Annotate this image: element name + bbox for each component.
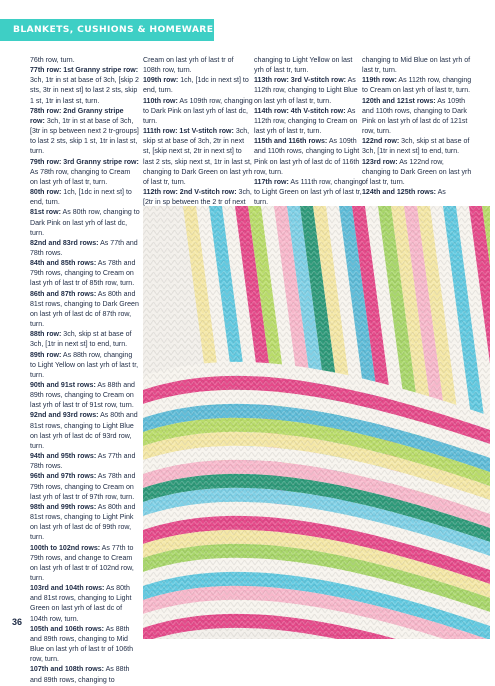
- row-heading: 110th row:: [143, 97, 178, 105]
- instruction-paragraph: [254, 56, 364, 76]
- row-instruction: As 80th and 81st rows, changing to Dark Green on last yrh of last dc of 87th row, turn.: [30, 290, 139, 329]
- row-heading: 111th row: 1st V-stitch row:: [143, 128, 234, 136]
- instruction-paragraph: [30, 188, 140, 208]
- row-heading: 79th row: 3rd Granny stripe row:: [30, 158, 139, 166]
- row-instruction: 3ch, 1tr in st at base of 3ch, [3tr in sp between next 2 tr-groups] to last 2 sts, skip 1 st, 1tr in last st, turn.: [30, 117, 139, 156]
- row-heading: 107th and 108th rows:: [30, 666, 105, 674]
- row-heading: 124th and 125th rows:: [362, 189, 437, 197]
- row-instruction: As 112th row, changing to Cream on last yrh of last tr, turn.: [254, 107, 358, 136]
- row-heading: 82nd and 83rd rows:: [30, 239, 99, 247]
- row-heading: 114th row: 4th V-stitch row:: [254, 107, 346, 115]
- row-heading: 84th and 85th rows:: [30, 260, 97, 268]
- row-instruction: As 109th and 110th rows, changing to Light Pink on last yrh of last dc of 116th row, turn.: [254, 138, 360, 176]
- row-heading: 94th and 95th rows:: [30, 453, 97, 461]
- row-heading: 80th row:: [30, 189, 62, 197]
- row-heading: 81st row:: [30, 209, 61, 217]
- blanket-photo: [143, 206, 490, 639]
- row-heading: 88th row:: [30, 331, 62, 339]
- instruction-paragraph: [362, 137, 472, 157]
- row-heading: 112th row: 2nd V-stitch row:: [143, 189, 237, 197]
- instruction-paragraph: [362, 97, 472, 138]
- row-heading: 86th and 87th rows:: [30, 290, 97, 298]
- row-instruction: As 80th and 81st rows, changing to Light Blue on last yrh of last dc of 93rd row, turn.: [30, 412, 138, 450]
- row-instruction: As 78th and 79th rows, changing to Cream on last yrh of last tr of 85th row, turn.: [30, 260, 136, 288]
- row-heading: 89th row:: [30, 351, 62, 359]
- row-heading: 90th and 91st rows:: [30, 382, 96, 389]
- row-heading: 119th row:: [362, 77, 397, 85]
- instruction-paragraph: [362, 76, 472, 96]
- row-instruction: As 88th and 89th rows, changing to: [30, 666, 130, 684]
- row-heading: 78th row: 2nd Granny stripe row:: [30, 107, 124, 125]
- instruction-paragraph: [30, 503, 140, 544]
- row-heading: 113th row: 3rd V-stitch row:: [254, 77, 347, 85]
- row-instruction: 3ch, skip st at base of 3ch, [1tr in next st] to end, turn.: [30, 331, 132, 349]
- instruction-paragraph: [254, 137, 364, 178]
- row-instruction: changing to Mid Blue on last yrh of last tr, turn.: [362, 57, 471, 75]
- instruction-paragraph: [30, 56, 140, 66]
- page-number: 36: [12, 617, 23, 627]
- row-instruction: As 88th row, changing to Light Yellow on last yrh of last tr, turn.: [30, 351, 139, 379]
- row-instruction: As 80th and 81st rows, changing to Light Green on last yrh of last dc of 104th row, turn.: [30, 585, 132, 623]
- row-heading: 77th row: 1st Granny stripe row:: [30, 67, 139, 75]
- row-instruction: As 77th and 78th rows.: [30, 453, 136, 471]
- row-instruction: As 112th row, changing to Cream on last yrh of last tr, turn.: [362, 77, 472, 95]
- row-heading: 98th and 99th rows:: [30, 503, 97, 511]
- instruction-paragraph: [30, 330, 140, 350]
- text-column-2: [143, 56, 253, 219]
- instruction-paragraph: [143, 56, 253, 76]
- row-instruction: As 112th row, changing to Light Blue on last yrh of last tr, turn.: [254, 77, 358, 105]
- row-heading: 117th row:: [254, 178, 289, 186]
- row-instruction: As 78th row, changing to Cream on last yrh of last tr, turn.: [30, 168, 131, 186]
- instruction-paragraph: [362, 56, 472, 76]
- row-heading: 96th and 97th rows:: [30, 473, 97, 481]
- instruction-paragraph: [30, 584, 140, 625]
- instruction-paragraph: [30, 66, 140, 107]
- row-heading: 92nd and 93rd rows:: [30, 412, 99, 420]
- instruction-paragraph: [30, 158, 140, 188]
- row-instruction: As 88th and 89th rows, changing to Cream on last yrh of last tr of 91st row, turn.: [30, 382, 135, 410]
- instruction-paragraph: [143, 76, 253, 96]
- row-instruction: changing to Light Yellow on last yrh of last tr, turn.: [254, 57, 353, 75]
- instruction-paragraph: [254, 76, 364, 106]
- row-instruction: As 109th row, changing to Dark Pink on last yrh of last dc, turn.: [143, 97, 253, 125]
- instruction-paragraph: [30, 290, 140, 331]
- section-header: [0, 0, 495, 44]
- instruction-paragraph: [30, 665, 140, 685]
- row-heading: 115th and 116th rows:: [254, 138, 328, 146]
- row-instruction: 3ch, 1tr in st at base of 3ch, [skip 2 sts, 3tr in next st] to last 2 sts, skip 1 st, 1tr in last st, turn.: [30, 77, 139, 105]
- instruction-paragraph: [30, 351, 140, 381]
- row-instruction: 76th row, turn.: [30, 57, 75, 64]
- row-instruction: 1ch, [1dc in next st] to end, turn.: [30, 189, 132, 207]
- instruction-paragraph: [30, 411, 140, 452]
- instruction-paragraph: [362, 158, 472, 188]
- row-heading: 109th row:: [143, 77, 179, 85]
- text-column-1: [30, 56, 140, 686]
- row-instruction: 3ch, skip st at base of 3ch, 2tr in next st, [skip next st, 2tr in next st] to last 2 sts, skip next st, 1tr in last st, changing to Dark Green on last yrh of last tr, turn.: [143, 128, 253, 186]
- instruction-paragraph: [30, 239, 140, 259]
- text-column-4: [362, 56, 472, 198]
- instruction-paragraph: [30, 452, 140, 472]
- section-title: BLANKETS, CUSHIONS & HOMEWARES: [13, 24, 221, 35]
- row-heading: 122nd row:: [362, 138, 400, 146]
- row-instruction: As 111th row, changing to Light Green on last yrh of last tr, turn.: [254, 178, 363, 207]
- instruction-paragraph: [254, 178, 364, 208]
- text-column-3: [254, 56, 364, 219]
- instruction-paragraph: [30, 107, 140, 158]
- row-instruction: 3ch, skip st at base of 3ch, [1tr in next st] to end, turn.: [362, 138, 470, 156]
- row-instruction: As 80th row, changing to Dark Pink on last yrh of last dc, turn.: [30, 209, 140, 237]
- row-heading: 105th and 106th rows:: [30, 625, 105, 633]
- instruction-paragraph: [30, 472, 140, 502]
- row-instruction: As 80th and 81st rows, changing to Light Pink on last yrh of last dc of 99th row, turn.: [30, 503, 136, 542]
- instruction-paragraph: [362, 188, 472, 198]
- row-heading: 100th to 102nd rows:: [30, 544, 101, 552]
- row-instruction: As 88th and 89th rows, changing to Mid Blue on last yrh of last tr of 106th row, turn.: [30, 625, 134, 664]
- instruction-paragraph: [30, 208, 140, 238]
- row-instruction: Cream on last yrh of last tr of 108th row, turn.: [143, 57, 234, 75]
- instruction-paragraph: [254, 107, 364, 137]
- instruction-paragraph: [30, 544, 140, 585]
- row-instruction: As 109th and 110th rows, changing to Dark Pink on last yrh of last dc of 121st row, turn.: [362, 97, 468, 136]
- row-instruction: As: [436, 189, 446, 197]
- instruction-paragraph: [143, 97, 253, 127]
- row-instruction: As 77th and 78th rows.: [30, 239, 138, 257]
- row-heading: 123rd row:: [362, 158, 398, 166]
- row-instruction: 1ch, [1dc in next st] to end, turn.: [143, 77, 249, 95]
- row-instruction: As 122nd row, changing to Dark Green on last yrh of last tr, turn.: [362, 158, 472, 186]
- instruction-paragraph: [30, 381, 140, 411]
- row-instruction: As 77th to 79th rows, and change to Cream on last yrh of last tr of 102nd row, turn.: [30, 544, 134, 582]
- instruction-paragraph: [30, 625, 140, 666]
- instruction-paragraph: [143, 127, 253, 188]
- row-instruction: 3ch, [2tr in sp between the 2 tr of next: [143, 189, 252, 207]
- row-heading: 103rd and 104th rows:: [30, 585, 105, 593]
- row-heading: 120th and 121st rows:: [362, 97, 436, 105]
- instruction-paragraph: [30, 259, 140, 289]
- row-instruction: As 78th and 79th rows, changing to Cream on last yrh of last tr of 97th row, turn.: [30, 473, 136, 501]
